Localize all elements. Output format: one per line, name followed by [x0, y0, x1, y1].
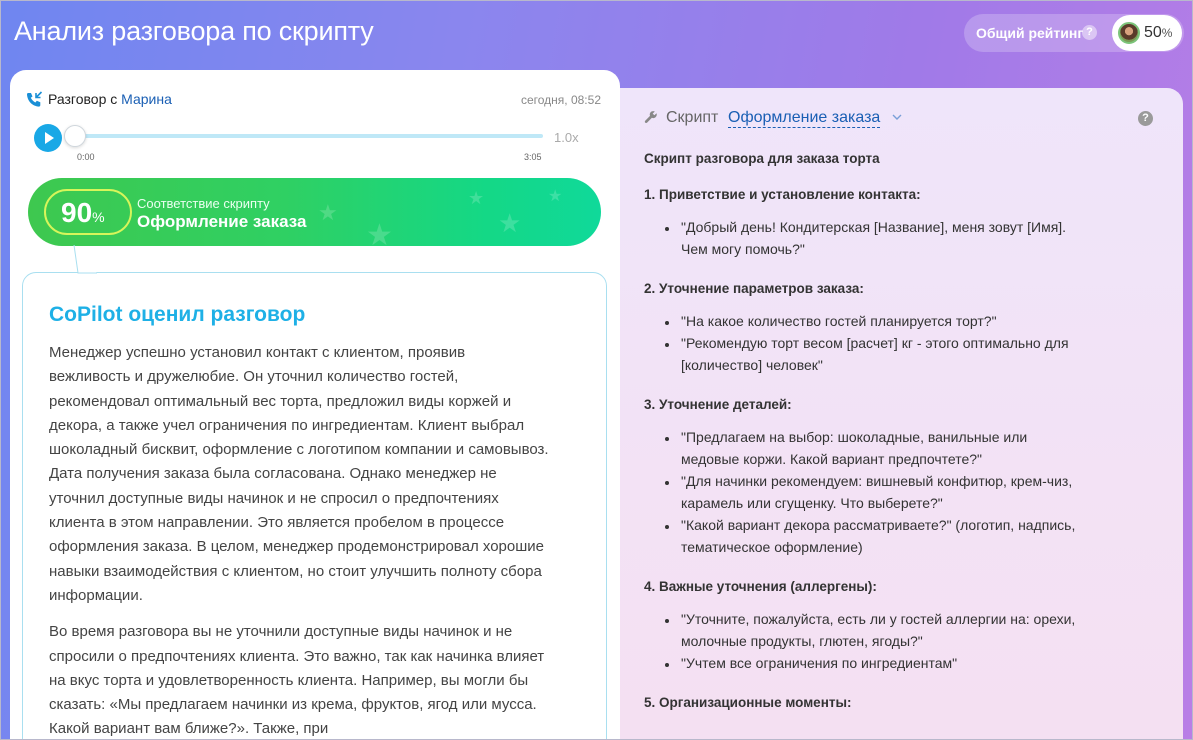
- playback-speed[interactable]: 1.0x: [554, 130, 579, 145]
- incoming-call-icon: [25, 91, 43, 109]
- script-section: [644, 695, 1084, 710]
- script-section: [644, 397, 1084, 558]
- script-panel: [620, 88, 1183, 740]
- script-section: [644, 281, 1084, 376]
- match-number: 90: [61, 197, 93, 228]
- assessment-paragraph: Во время разговора вы не уточнили доступные виды начинок и не спросили о предпочтениях клиента. Это важно, так как начинка влияет на вкус торта и удовлетворенность клиента. Например, вы могли бы сказать: «Мы предлагаем начинки из крема, фруктов, ягод или мусса. Какой вариант вам ближе?». Также, при: [49, 623, 545, 738]
- match-label: Соответствие скрипту: [137, 196, 270, 211]
- script-select[interactable]: Оформление заказа: [728, 109, 881, 126]
- script-line: • "Предлагаем на выбор: шоколадные, ванильные или медовые коржи. Какой вариант предпочтете?": [679, 426, 1084, 470]
- assessment-card: [22, 272, 607, 740]
- section-title: 5. Организационные моменты:: [644, 695, 852, 710]
- rating-label: Общий рейтинг: [976, 25, 1084, 41]
- script-line: • "Уточните, пожалуйста, есть ли у гостей аллергии на: орехи, молочные продукты, глютен, ягоды?": [679, 608, 1084, 652]
- assessment-paragraph: Менеджер успешно установил контакт с клиентом, проявив вежливость и дружелюбие. Он уточнил количество гостей, рекомендовал оптимальный вес торта, предложил виды коржей и декора, а также учел ограничения по ингредиентам. Клиент выбрал шоколадный бисквит, оформление с логотипом компании и самовывоз. Дата получения заказа была согласована. Однако менеджер не уточнил доступные виды начинок и не спросил о предпочтениях клиента в этом направлении. Это является пробелом в процессе оформления заказа. В целом, менеджер продемонстрировал хорошие навыки взаимодействия с клиентом, но стоит улучшить полноту сбора информации.: [49, 344, 549, 604]
- call-title: [48, 91, 172, 107]
- audio-progress-track[interactable]: [74, 134, 543, 138]
- script-section: [644, 579, 1084, 674]
- section-title: 4. Важные уточнения (аллергены):: [644, 579, 877, 594]
- star-icon: ★: [498, 208, 522, 238]
- match-script-name: Оформление заказа: [137, 212, 307, 231]
- audio-scrubber-handle[interactable]: [64, 125, 86, 147]
- call-prefix: Разговор с: [48, 91, 118, 107]
- rating-score[interactable]: [1112, 15, 1182, 51]
- script-line: • "Добрый день! Кондитерская [Название], меня зовут [Имя]. Чем могу помочь?": [679, 216, 1084, 260]
- star-icon: ★: [318, 200, 338, 225]
- wrench-icon: [644, 110, 658, 124]
- section-title: 1. Приветствие и установление контакта:: [644, 187, 921, 202]
- match-unit: %: [92, 209, 105, 225]
- rating-help-icon[interactable]: ?: [1082, 25, 1097, 40]
- match-score: [61, 197, 105, 229]
- script-match-banner: [28, 178, 601, 246]
- play-button[interactable]: [34, 124, 62, 152]
- time-end: 3:05: [524, 152, 542, 162]
- rating-value: [1144, 24, 1172, 42]
- call-time: сегодня, 08:52: [520, 93, 601, 107]
- rating-unit: %: [1161, 26, 1173, 40]
- star-icon: ★: [548, 188, 563, 205]
- section-title: 3. Уточнение деталей:: [644, 397, 792, 412]
- conversation-panel: [10, 70, 620, 740]
- script-line: • "Какой вариант декора рассматриваете?" (логотип, надпись, тематическое оформление): [679, 514, 1084, 558]
- section-title: 2. Уточнение параметров заказа:: [644, 281, 864, 296]
- avatar: [1118, 22, 1140, 44]
- script-section: [644, 187, 1084, 260]
- script-label: Скрипт: [666, 109, 719, 126]
- contact-name[interactable]: Марина: [121, 91, 172, 107]
- speech-pointer: [72, 245, 102, 275]
- assessment-text: [49, 341, 549, 740]
- script-line: • "Для начинки рекомендуем: вишневый конфитюр, крем-чиз, карамель или сгущенку. Что выберете?": [679, 470, 1084, 514]
- page-title: Анализ разговора по скрипту: [14, 16, 374, 46]
- assessment-title: CoPilot оценил разговор: [49, 303, 306, 326]
- chevron-down-icon[interactable]: [892, 112, 902, 122]
- script-line: • "Учтем все ограничения по ингредиентам": [679, 652, 1084, 674]
- time-start: 0:00: [77, 152, 95, 162]
- script-content: [644, 151, 1084, 710]
- help-icon[interactable]: ?: [1138, 111, 1153, 126]
- script-line: • "Рекомендую торт весом [расчет] кг - этого оптимально для [количество] человек": [679, 332, 1084, 376]
- overall-rating: [964, 14, 1184, 52]
- star-icon: ★: [468, 188, 485, 208]
- rating-number: 50: [1144, 24, 1162, 41]
- script-line: • "На какое количество гостей планируется торт?": [679, 310, 1084, 332]
- script-title: Скрипт разговора для заказа торта: [644, 151, 880, 166]
- star-icon: ★: [366, 219, 393, 246]
